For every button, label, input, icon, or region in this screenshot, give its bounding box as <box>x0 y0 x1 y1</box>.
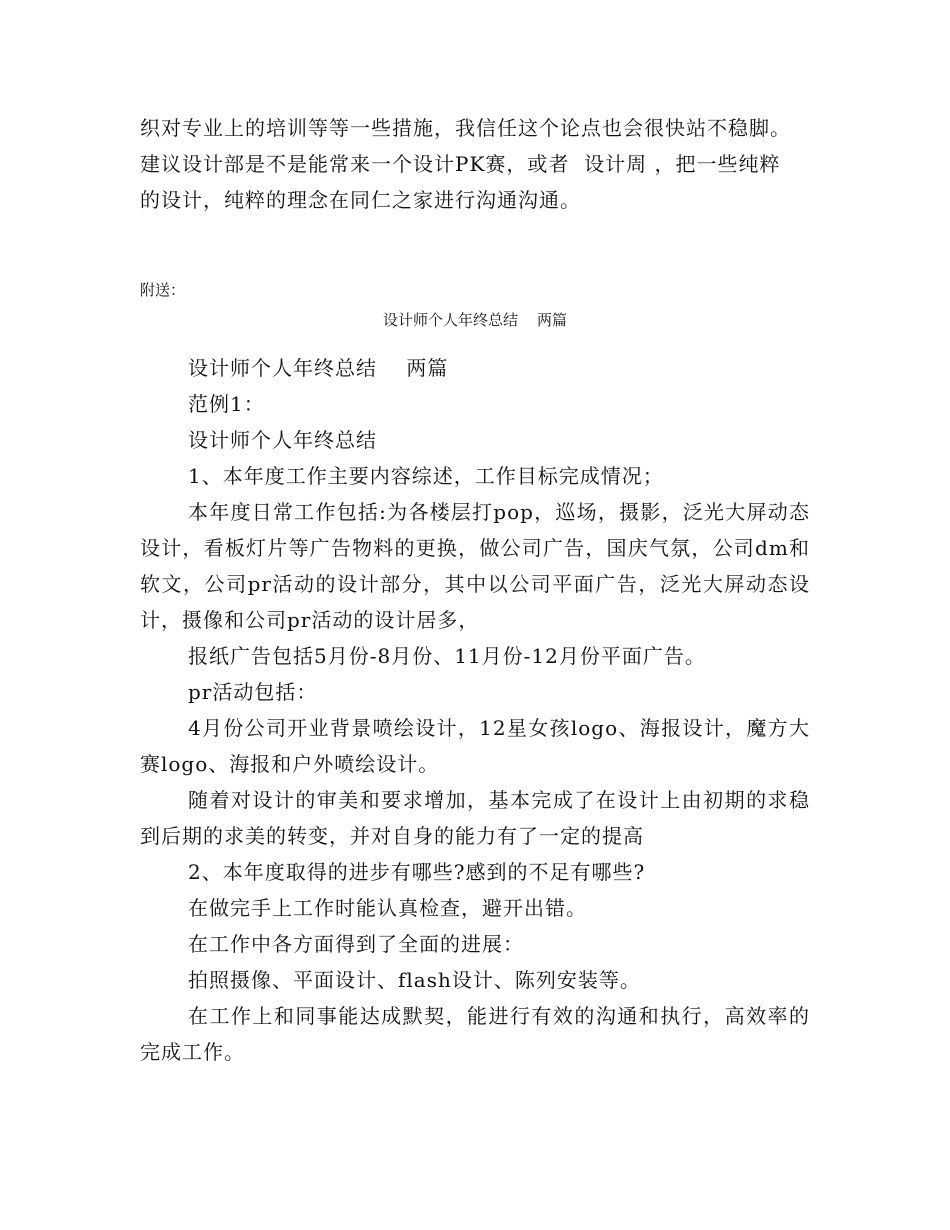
paragraph-check-work: 在做完手上工作时能认真检查，避开出错。 <box>188 896 587 920</box>
paragraph-design-progress: 随着对设计的审美和要求增加，基本完成了在设计上由初期的求稳到后期的求美的转变，并对自身的能力有了一定的提高 <box>140 788 810 848</box>
example-label: 范例1： <box>188 392 265 416</box>
top-paragraph <box>140 110 810 218</box>
body-subheading: 设计师个人年终总结 <box>188 428 377 452</box>
appendix-title: 设计师个人年终总结 两篇 <box>382 311 568 329</box>
text-line: 的设计，纯粹的理念在同仁之家进行沟通沟通。 <box>140 188 581 212</box>
paragraph-teamwork: 在工作上和同事能达成默契，能进行有效的沟通和执行，高效率的完成工作。 <box>140 1004 810 1064</box>
paragraph-development: 在工作中各方面得到了全面的进展： <box>188 932 524 956</box>
paragraph-newspaper-ads: 报纸广告包括5月份-8月份、11月份-12月份平面广告。 <box>188 644 706 668</box>
text-line: 建议设计部是不是能常来一个设计PK赛，或者 设计周 ，把一些纯粹 <box>140 152 781 176</box>
text-line: 织对专业上的培训等等一些措施，我信任这个论点也会很快站不稳脚。 <box>140 116 791 140</box>
section-item-1: 1、本年度工作主要内容综述，工作目标完成情况； <box>188 464 664 488</box>
paragraph-skills: 拍照摄像、平面设计、flash设计、陈列安装等。 <box>188 968 641 992</box>
body-heading: 设计师个人年终总结 两篇 <box>188 356 449 380</box>
paragraph-daily-work: 本年度日常工作包括:为各楼层打pop，巡场，摄影，泛光大屏动态设计，看板灯片等广告物料的更换，做公司广告，国庆气氛，公司dm和软文，公司pr活动的设计部分，其中以公司平面广告，泛光大屏动态设计，摄像和公司pr活动的设计居多， <box>140 500 810 632</box>
appendix-label: 附送： <box>140 281 186 299</box>
paragraph-pr-label: pr活动包括： <box>188 680 318 704</box>
section-item-2: 2、本年度取得的进步有哪些?感到的不足有哪些? <box>188 860 646 884</box>
summary-body <box>140 350 810 1070</box>
paragraph-pr-activities: 4月份公司开业背景喷绘设计，12星女孩logo、海报设计，魔方大赛logo、海报和户外喷绘设计。 <box>140 716 810 776</box>
